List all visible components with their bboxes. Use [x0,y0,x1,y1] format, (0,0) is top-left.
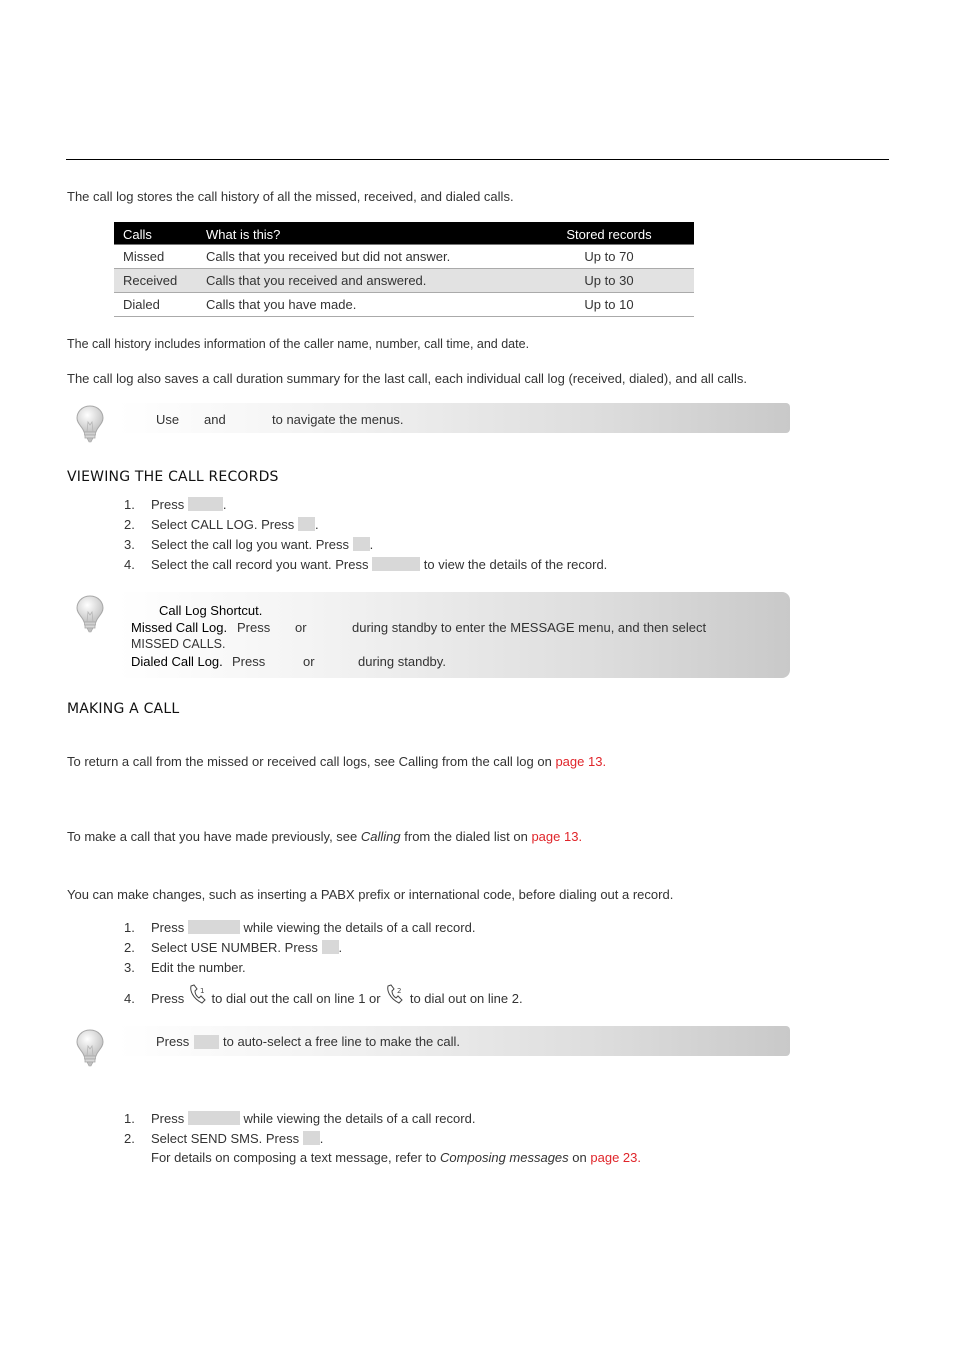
cell-description: Calls that you received and answered. [197,269,524,293]
cell-stored: Up to 10 [524,293,694,317]
cell-stored: Up to 70 [524,245,694,269]
cell-call-type: Dialed [114,293,197,317]
top-rule [66,159,889,160]
list-item: 1. Press . [124,497,227,512]
header-calls: Calls [114,222,197,245]
lightbulb-icon [74,404,106,444]
made-call-text: To make a call that you have made previously, see Calling from the dialed list on page 13. [67,829,583,844]
table-row [114,245,694,269]
header-stored: Stored records [524,222,694,245]
ok-key-placeholder [298,517,315,531]
talk-key-placeholder [194,1035,219,1049]
list-item: 4. Select the call record you want. Press to view the details of the record. [124,557,608,572]
cell-description: Calls that you received but did not answer. [197,245,524,269]
svg-text:2: 2 [397,987,402,995]
table-row [114,293,694,317]
missed-line2: MISSED CALLS. [131,637,226,651]
tip-auto-text: to auto-select a free line to make the call. [223,1034,461,1049]
lightbulb-icon [74,1028,106,1068]
tip-press-text: Press [156,1034,190,1049]
dialed-or: or [303,654,315,669]
menu-key-placeholder [188,497,223,511]
shortcut-title: Call Log Shortcut. [159,603,263,618]
list-item: 2. Select CALL LOG. Press . [124,517,319,532]
list-item: 4. Press 1 to dial out the call on line 1 or 2 to dial out on line 2. [114,980,523,1010]
tip-navigate [118,403,790,433]
tip-auto-select [118,1026,790,1056]
tip-use-text: Use [156,412,180,427]
ok-key-placeholder [303,1131,320,1145]
duration-info-text: The call log also saves a call duration summary for the last call, each individual call log (received, dialed), and all calls. [67,371,747,386]
softkey-placeholder [188,1111,240,1125]
lightbulb-icon [74,594,106,634]
tip-and-text: and [204,412,226,427]
svg-text:1: 1 [199,987,205,995]
ok-key-placeholder [353,537,370,551]
intro-text: The call log stores the call history of all the missed, received, and dialed calls. [67,189,514,204]
heading-viewing: VIEWING THE CALL RECORDS [67,469,279,485]
list-item: 2. Select SEND SMS. Press . [124,1131,324,1146]
header-what: What is this? [197,222,524,245]
cell-call-type: Received [114,269,197,293]
list-item: 2. Select USE NUMBER. Press . [124,940,343,955]
softkey-placeholder [188,920,240,934]
changes-text: You can make changes, such as inserting a PABX prefix or international code, before dialing out a record. [67,887,674,902]
table-header-row [114,222,694,245]
list-item: For details on composing a text message, refer to Composing messages on page 23. [151,1150,642,1165]
missed-or: or [295,620,307,635]
list-item: 3. Edit the number. [124,960,246,975]
missed-label: Missed Call Log. [131,620,228,635]
page-link[interactable]: page 23. [590,1150,642,1165]
dialed-rest: during standby. [358,654,446,669]
tip-navigate-text: to navigate the menus. [272,412,404,427]
cell-call-type: Missed [114,245,197,269]
list-item: 1. Press while viewing the details of a call record. [124,920,476,935]
table-row [114,269,694,293]
dialed-press: Press [232,654,266,669]
tip-call-log-shortcut [118,592,790,678]
softkey-placeholder [372,557,420,571]
list-item: 1. Press while viewing the details of a call record. [124,1111,476,1126]
sms-steps [114,1111,641,1170]
cell-description: Calls that you have made. [197,293,524,317]
ok-key-placeholder [322,940,339,954]
history-info-text: The call history includes information of the caller name, number, call time, and date. [67,337,530,351]
page-link[interactable]: page 13. [531,829,583,844]
page-link[interactable]: page 13. [555,754,607,769]
line-2-key-icon [384,984,406,1006]
list-item: 3. Select the call log you want. Press . [124,537,374,552]
heading-making: MAKING A CALL [67,701,180,717]
missed-press: Press [237,620,271,635]
missed-rest: during standby to enter the MESSAGE menu, and then select [352,620,707,635]
return-call-text: To return a call from the missed or received call logs, see Calling from the call log on page 13. [67,754,607,769]
line-1-key-icon [188,984,208,1006]
cell-stored: Up to 30 [524,269,694,293]
viewing-steps [114,497,607,577]
dialed-label: Dialed Call Log. [131,654,223,669]
call-log-table [114,222,694,317]
making-steps [114,920,523,1010]
